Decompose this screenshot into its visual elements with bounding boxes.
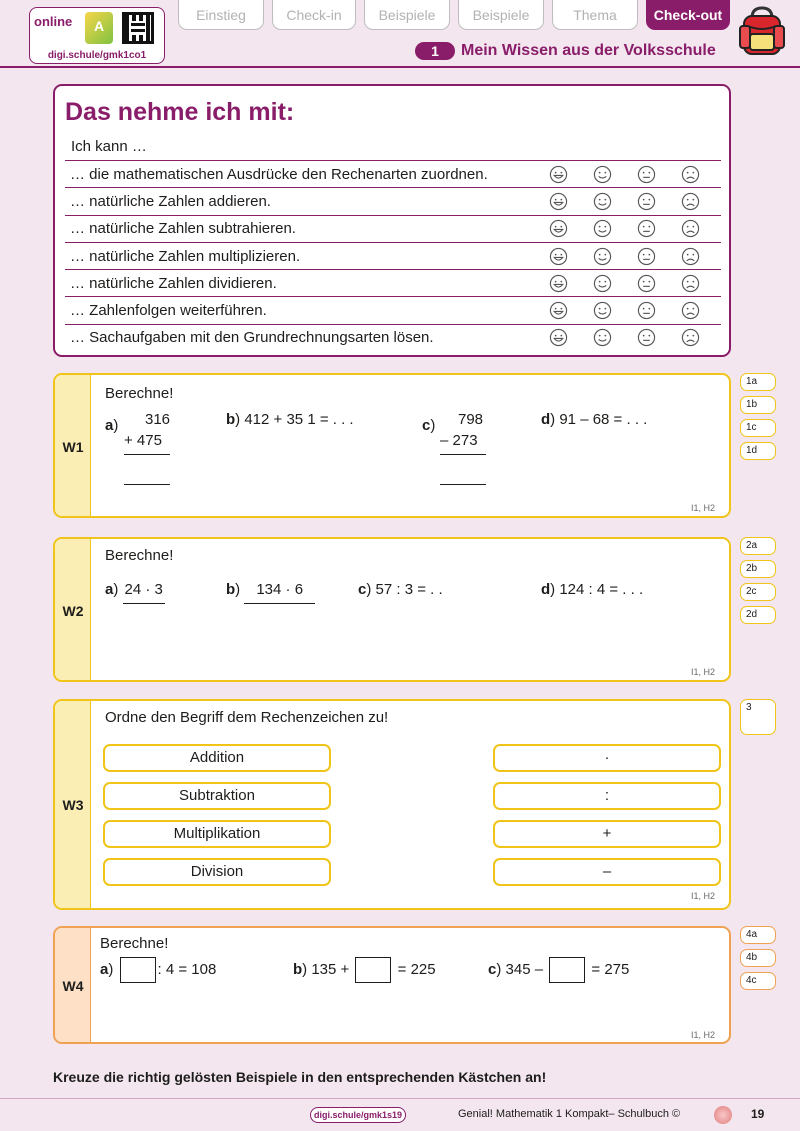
skill-text: … natürliche Zahlen addieren. (70, 192, 271, 210)
check-tag-3[interactable]: 3 (740, 699, 776, 735)
task-b: b) 412 + 35 1 = . . . (226, 411, 354, 428)
neutral-face-icon[interactable] (637, 274, 656, 293)
header-rule (0, 66, 800, 68)
symbol-minus[interactable]: – (493, 858, 721, 886)
chapter-title (415, 42, 716, 60)
very-happy-face-icon[interactable] (549, 165, 568, 184)
happy-face-icon[interactable] (593, 219, 612, 238)
competence-ref: I1, H2 (690, 667, 715, 677)
backpack-icon (736, 4, 788, 58)
task-d: d) 124 : 4 = . . . (541, 581, 644, 598)
online-link[interactable]: digi.schule/gmk1co1 (47, 50, 147, 61)
neutral-face-icon[interactable] (637, 301, 656, 320)
exercise-w3 (53, 699, 731, 910)
task-a-sum-line (124, 454, 170, 455)
exercise-w1 (53, 373, 731, 518)
tab-beispiele-1[interactable]: Beispiele (364, 0, 450, 30)
answer-box[interactable] (120, 957, 156, 983)
sad-face-icon[interactable] (681, 219, 700, 238)
answer-box[interactable] (355, 957, 391, 983)
neutral-face-icon[interactable] (637, 219, 656, 238)
self-assessment-title: Das nehme ich mit: (65, 98, 295, 126)
check-tag-2d[interactable]: 2d (740, 606, 776, 624)
skill-text: … natürliche Zahlen dividieren. (70, 274, 277, 292)
task-c-answer-line[interactable] (440, 484, 486, 485)
competence-ref: I1, H2 (690, 1030, 715, 1040)
exercise-label: W1 (62, 439, 84, 455)
task-a: a) 24 · 3 (105, 581, 165, 604)
task-a-answer-line[interactable] (124, 484, 170, 485)
symbol-dot[interactable]: · (493, 744, 721, 772)
skill-row (65, 324, 721, 351)
online-label: online (34, 14, 73, 29)
rating-faces (547, 328, 700, 347)
symbol-plus[interactable]: + (493, 820, 721, 848)
task-a-letter: a) (105, 417, 119, 434)
footer-link[interactable]: digi.schule/gmk1s19 (310, 1107, 406, 1123)
skill-text: … Sachaufgaben mit den Grundrechnungsarten lösen. (70, 329, 434, 347)
symbol-colon[interactable]: : (493, 782, 721, 810)
check-tag-4b[interactable]: 4b (740, 949, 776, 967)
check-tag-1d[interactable]: 1d (740, 442, 776, 460)
rating-faces (547, 301, 700, 320)
very-happy-face-icon[interactable] (549, 247, 568, 266)
online-box[interactable] (29, 7, 165, 64)
very-happy-face-icon[interactable] (549, 301, 568, 320)
term-division[interactable]: Division (103, 858, 331, 886)
answer-box[interactable] (549, 957, 585, 983)
skill-row (65, 242, 721, 269)
chapter-number: 1 (415, 42, 455, 60)
task-c-top: 798 (458, 411, 484, 428)
section-tabs (178, 0, 730, 30)
exercise-prompt: Berechne! (100, 935, 169, 952)
check-tag-2a[interactable]: 2a (740, 537, 776, 555)
task-c: c) 57 : 3 = . . (358, 581, 443, 598)
happy-face-icon[interactable] (593, 328, 612, 347)
exercise-w4 (53, 926, 731, 1044)
skill-row (65, 296, 721, 323)
task-a-bottom: + 475 (124, 432, 162, 449)
tab-thema[interactable]: Thema (552, 0, 638, 30)
sad-face-icon[interactable] (681, 165, 700, 184)
exercise-prompt: Berechne! (105, 385, 174, 402)
sad-face-icon[interactable] (681, 247, 700, 266)
exercise-label: W4 (62, 978, 84, 994)
exercise-prompt: Berechne! (105, 547, 174, 564)
footer-book-title: Genial! Mathematik 1 Kompakt– Schulbuch © (458, 1108, 681, 1120)
skill-row (65, 187, 721, 214)
tab-beispiele-2[interactable]: Beispiele (458, 0, 544, 30)
check-tag-4a[interactable]: 4a (740, 926, 776, 944)
exercise-prompt: Ordne den Begriff dem Rechenzeichen zu! (105, 709, 389, 726)
self-assessment-intro: Ich kann … (71, 138, 147, 155)
check-tag-1b[interactable]: 1b (740, 396, 776, 414)
self-assessment-box (53, 84, 731, 357)
skill-text: … natürliche Zahlen multiplizieren. (70, 247, 301, 265)
check-tag-4c[interactable]: 4c (740, 972, 776, 990)
app-icon: A (85, 12, 113, 44)
neutral-face-icon[interactable] (637, 165, 656, 184)
happy-face-icon[interactable] (593, 301, 612, 320)
very-happy-face-icon[interactable] (549, 274, 568, 293)
tab-einstieg[interactable]: Einstieg (178, 0, 264, 30)
skill-text: … natürliche Zahlen subtrahieren. (70, 220, 296, 238)
rating-faces (547, 274, 700, 293)
page-number: 19 (751, 1107, 765, 1121)
exercise-label: W3 (62, 797, 84, 813)
happy-face-icon[interactable] (593, 247, 612, 266)
tab-check-out[interactable]: Check-out (646, 0, 730, 30)
task-c: c) 345 – = 275 (488, 957, 629, 983)
skill-list (65, 160, 721, 351)
task-c-letter: c) (422, 417, 436, 434)
rating-faces (547, 165, 700, 184)
term-multiplikation[interactable]: Multiplikation (103, 820, 331, 848)
skill-row (65, 215, 721, 242)
skill-row (65, 160, 721, 187)
check-tag-2c[interactable]: 2c (740, 583, 776, 601)
exercise-label: W2 (62, 603, 84, 619)
very-happy-face-icon[interactable] (549, 219, 568, 238)
chapter-heading: Mein Wissen aus der Volksschule (461, 42, 716, 59)
publisher-logo-icon (714, 1106, 732, 1124)
qr-code-icon (122, 12, 154, 44)
rating-faces (547, 219, 700, 238)
skill-row (65, 269, 721, 296)
check-tag-1c[interactable]: 1c (740, 419, 776, 437)
instruction-text: Kreuze die richtig gelösten Beispiele in den entsprechenden Kästchen an! (53, 1069, 547, 1085)
task-a-top: 316 (145, 411, 171, 428)
competence-ref: I1, H2 (690, 891, 715, 901)
check-tag-2b[interactable]: 2b (740, 560, 776, 578)
check-tag-1a[interactable]: 1a (740, 373, 776, 391)
page-footer (0, 1098, 800, 1131)
competence-ref: I1, H2 (690, 503, 715, 513)
rating-faces (547, 247, 700, 266)
very-happy-face-icon[interactable] (549, 192, 568, 211)
term-subtraktion[interactable]: Subtraktion (103, 782, 331, 810)
neutral-face-icon[interactable] (637, 247, 656, 266)
sad-face-icon[interactable] (681, 192, 700, 211)
rating-faces (547, 192, 700, 211)
term-addition[interactable]: Addition (103, 744, 331, 772)
happy-face-icon[interactable] (593, 165, 612, 184)
exercise-w2 (53, 537, 731, 682)
task-c-diff-line (440, 454, 486, 455)
sad-face-icon[interactable] (681, 301, 700, 320)
happy-face-icon[interactable] (593, 274, 612, 293)
happy-face-icon[interactable] (593, 192, 612, 211)
neutral-face-icon[interactable] (637, 328, 656, 347)
task-b: b) 134 · 6 (226, 581, 315, 604)
task-d: d) 91 – 68 = . . . (541, 411, 648, 428)
sad-face-icon[interactable] (681, 274, 700, 293)
sad-face-icon[interactable] (681, 328, 700, 347)
task-a: a) : 4 = 108 (100, 957, 216, 983)
task-b: b) 135 + = 225 (293, 957, 436, 983)
tab-check-in[interactable]: Check-in (272, 0, 356, 30)
task-c-bottom: – 273 (440, 432, 478, 449)
neutral-face-icon[interactable] (637, 192, 656, 211)
skill-text: … die mathematischen Ausdrücke den Rechenarten zuordnen. (70, 165, 488, 183)
very-happy-face-icon[interactable] (549, 328, 568, 347)
skill-text: … Zahlenfolgen weiterführen. (70, 302, 267, 320)
